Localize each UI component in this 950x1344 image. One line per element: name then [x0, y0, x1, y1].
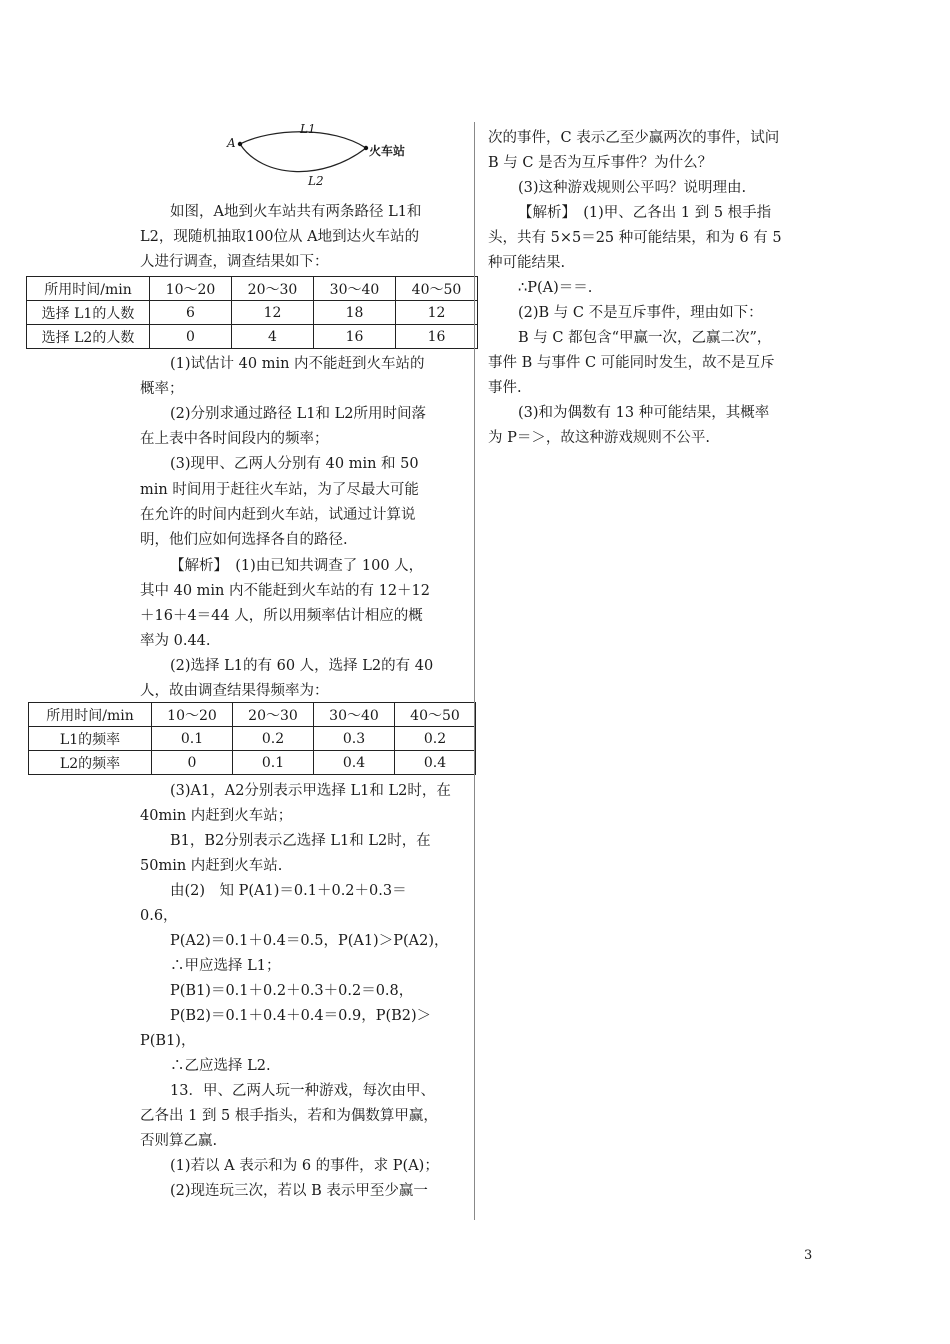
table-row [29, 727, 476, 751]
table-cell: 16 [314, 325, 396, 349]
table-cell: 所用时间/min [27, 277, 150, 301]
label-a: A [227, 136, 236, 150]
intro-line: 人进行调查，调查结果如下： [140, 254, 329, 270]
solution-line: P(A2)＝0.1＋0.4＝0.5，P(A1)＞P(A2)， [170, 933, 449, 949]
right-line: B 与 C 都包含“甲赢一次，乙赢二次”， [518, 330, 772, 346]
table-cell: 10～20 [150, 277, 232, 301]
table-cell: 0.2 [233, 727, 314, 751]
table-cell: 选择 L1的人数 [27, 301, 150, 325]
solution-line: ＋16＋4＝44 人，所以用频率估计相应的概 [140, 608, 423, 624]
point-a [238, 142, 242, 146]
question-line: (2)分别求通过路径 L1和 L2所用时间落 [170, 406, 426, 422]
question-line: (3)现甲、乙两人分别有 40 min 和 50 [170, 456, 419, 472]
solution-line: (3)A1，A2分别表示甲选择 L1和 L2时，在 [170, 783, 451, 799]
right-line: 种可能结果. [488, 255, 566, 271]
survey-table [26, 276, 478, 349]
table-cell: 所用时间/min [29, 703, 152, 727]
question-line: 在上表中各时间段内的频率； [140, 431, 329, 447]
right-line: B 与 C 是否为互斥事件？为什么？ [488, 155, 713, 171]
table-cell: 20～30 [233, 703, 314, 727]
question-line: 概率； [140, 381, 184, 397]
table-cell: 0 [152, 751, 233, 775]
solution-line: P(B2)＝0.1＋0.4＋0.4＝0.9，P(B2)＞ [170, 1008, 432, 1024]
solution-line: 50min 内赶到火车站. [140, 858, 283, 874]
table-row [27, 325, 478, 349]
table-cell: L2的频率 [29, 751, 152, 775]
problem-line: (2)现连玩三次，若以 B 表示甲至少赢一 [170, 1183, 428, 1199]
table-cell: 18 [314, 301, 396, 325]
table-cell: 12 [232, 301, 314, 325]
table-cell: 0.4 [314, 751, 395, 775]
point-station [364, 146, 368, 150]
right-line: (3)这种游戏规则公平吗？说明理由. [518, 180, 747, 196]
right-line: ∴P(A)＝＝. [518, 280, 593, 296]
question-line: 在允许的时间内赶到火车站，试通过计算说 [140, 507, 416, 523]
table-cell: 20～30 [232, 277, 314, 301]
table-row [27, 301, 478, 325]
right-line: 头，共有 5×5＝25 种可能结果，和为 6 有 5 [488, 230, 782, 246]
table-cell: 30～40 [314, 277, 396, 301]
table-cell: 30～40 [314, 703, 395, 727]
table-cell: 40～50 [395, 703, 476, 727]
table-cell: 0 [150, 325, 232, 349]
solution-line: 【解析】 (1)由已知共调查了 100 人， [170, 558, 424, 574]
right-line: 为 P＝＞，故这种游戏规则不公平. [488, 430, 710, 446]
table-cell: 12 [396, 301, 478, 325]
table-cell: L1的频率 [29, 727, 152, 751]
right-line: (2)B 与 C 不是互斥事件，理由如下： [518, 305, 763, 321]
table-cell: 0.3 [314, 727, 395, 751]
table-row [27, 277, 478, 301]
problem-line: 乙各出 1 到 5 根手指头，若和为偶数算甲赢， [140, 1108, 438, 1124]
table-cell: 16 [396, 325, 478, 349]
solution-line: 由(2) 知 P(A1)＝0.1＋0.2＋0.3＝ [170, 883, 407, 899]
table-cell: 0.4 [395, 751, 476, 775]
right-line: (3)和为偶数有 13 种可能结果，其概率 [518, 405, 770, 421]
solution-line: 0.6， [140, 908, 178, 924]
table-row [29, 703, 476, 727]
right-line: 事件. [488, 380, 522, 396]
intro-line: 如图，A地到火车站共有两条路径 L1和 [170, 204, 422, 220]
label-l1: L1 [300, 122, 316, 136]
table-cell: 10～20 [152, 703, 233, 727]
problem-line: 否则算乙赢. [140, 1133, 218, 1149]
table-cell: 0.1 [152, 727, 233, 751]
table-cell: 0.1 [233, 751, 314, 775]
problem-line: 13．甲、乙两人玩一种游戏，每次由甲、 [170, 1083, 435, 1099]
table-row [29, 751, 476, 775]
right-line: 事件 B 与事件 C 可能同时发生，故不是互斥 [488, 355, 775, 371]
label-l2: L2 [308, 174, 324, 188]
table-cell: 6 [150, 301, 232, 325]
solution-line: P(B1)＝0.1＋0.2＋0.3＋0.2＝0.8， [170, 983, 414, 999]
solution-line: 其中 40 min 内不能赶到火车站的有 12＋12 [140, 583, 431, 599]
table-cell: 0.2 [395, 727, 476, 751]
solution-line: 率为 0.44. [140, 633, 211, 649]
right-line: 次的事件，C 表示乙至少赢两次的事件，试问 [488, 130, 780, 146]
table-cell: 40～50 [396, 277, 478, 301]
route-diagram [222, 118, 422, 190]
solution-line: P(B1)， [140, 1033, 196, 1049]
intro-line: L2，现随机抽取100位从 A地到达火车站的 [140, 229, 420, 245]
path-l2-curve [240, 144, 366, 172]
table-cell: 选择 L2的人数 [27, 325, 150, 349]
label-station: 火车站 [369, 144, 406, 158]
question-line: min 时间用于赶往火车站，为了尽最大可能 [140, 482, 419, 498]
solution-line: ∴乙应选择 L2. [170, 1058, 271, 1074]
solution-line: ∴甲应选择 L1； [170, 958, 281, 974]
page-number: 3 [804, 1248, 813, 1263]
question-line: 明，他们应如何选择各自的路径. [140, 532, 348, 548]
solution-line: 40min 内赶到火车站； [140, 808, 293, 824]
question-line: (1)试估计 40 min 内不能赶到火车站的 [170, 356, 425, 372]
table-cell: 4 [232, 325, 314, 349]
problem-line: (1)若以 A 表示和为 6 的事件，求 P(A)； [170, 1158, 439, 1174]
right-line: 【解析】 (1)甲、乙各出 1 到 5 根手指 [518, 205, 772, 221]
solution-line: 人，故由调查结果得频率为： [140, 683, 329, 699]
column-divider [474, 122, 475, 1220]
frequency-table [28, 702, 476, 775]
solution-line: B1，B2分别表示乙选择 L1和 L2时，在 [170, 833, 431, 849]
solution-line: (2)选择 L1的有 60 人，选择 L2的有 40 [170, 658, 434, 674]
